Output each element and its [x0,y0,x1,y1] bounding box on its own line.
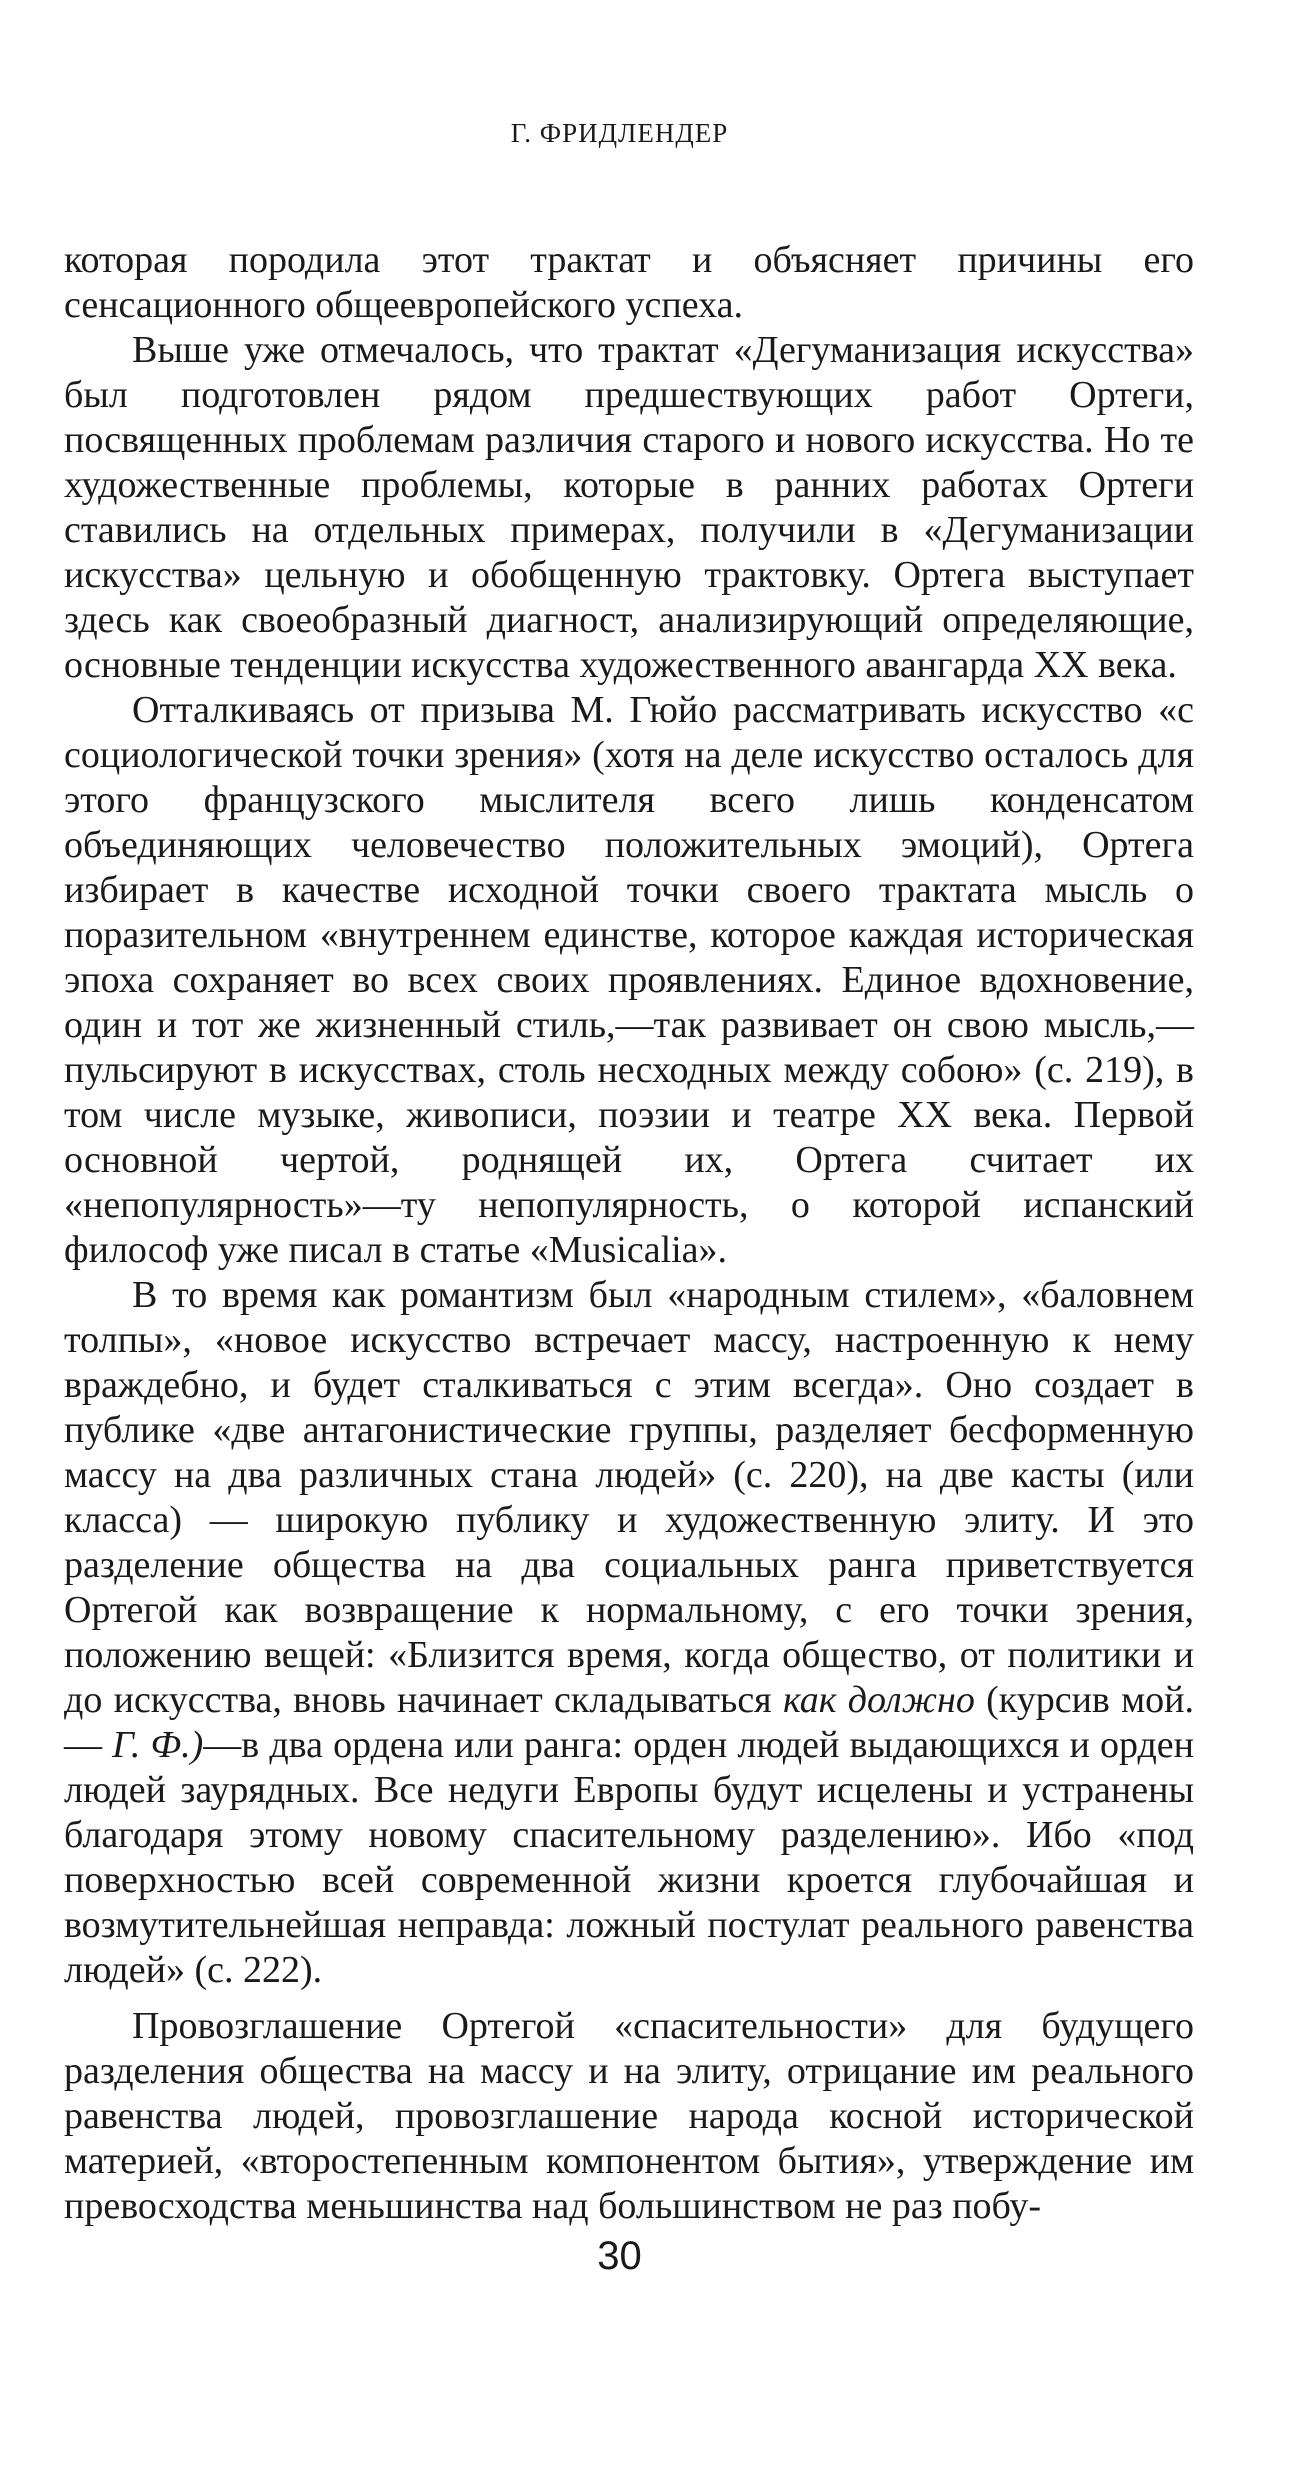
paragraph-romanticism [64,1273,1194,1993]
paragraph-text-segment: В то время как романтизм был «народным стилем», «баловнем толпы», «новое искусство встречает массу, настроенную к нему враждебно, и будет сталкиваться с этим всегда». Оно создает в публике «две антагонистические группы, разделяет бесформенную массу на два различных стана людей» (с. 220), на две касты (или класса) — широкую публику и художественную элиту. И это разделение общества на два социальных ранга приветствуется Ортегой как возвращение к нормальному, с его точки зрения, положению вещей: «Близится время, когда общество, от политики и до искусства, вновь начинает складываться [64,1274,1194,1721]
running-head: Г. ФРИДЛЕНДЕР [510,118,729,148]
italic-emphasis: как должно [782,1679,975,1721]
paragraph-continuation: которая породила этот трактат и объясняет причины его сенсационного общеевропейского успеха. [64,239,1194,326]
paragraph-dehumanization: Выше уже отмечалось, что трактат «Дегуманизация искусства» был подготовлен рядом предшествующих работ Ортеги, посвященных проблемам различия старого и нового искусства. Но те художественные проблемы, которые в ранних работах Ортеги ставились на отдельных примерах, получили в «Дегуманизации искусства» цельную и обобщенную трактовку. Ортега выступает здесь как своеобразный диагност, анализирующий определяющие, основные тенденции искусства художественного авангарда XX века. [64,329,1194,686]
italic-initials: Г. Ф.) [112,1724,204,1766]
page-number: 30 [597,2234,642,2278]
body-text [64,238,1194,2229]
paragraph-text-segment: —в два ордена или ранга: орден людей выдающихся и орден людей заурядных. Все недуги Европы будут исцелены и устранены благодаря этому новому спасительному разделению». Ибо «под поверхностью всей современной жизни кроется глубочайшая и возмутительнейшая неправда: ложный постулат реального равенства людей» (с. 222). [64,1724,1195,1991]
paragraph-guyau: Отталкиваясь от призыва М. Гюйо рассматривать искусство «с социологической точки зрения» (хотя на деле искусство осталось для этого французского мыслителя всего лишь конденсатом объединяющих человечество положительных эмоций), Ортега избирает в качестве исходной точки своего трактата мысль о поразительном «внутреннем единстве, которое каждая историческая эпоха сохраняет во всех своих проявлениях. Единое вдохновение, один и тот же жизненный стиль,—так развивает он свою мысль,—пульсируют в искусствах, столь несходных между собою» (с. 219), в том числе музыке, живописи, поэзии и театре XX века. Первой основной чертой, роднящей их, Ортега считает их «непопулярность»—ту непопулярность, о которой испанский философ уже писал в статье «Musicalia». [64,689,1194,1271]
paragraph-text-segment: (курсив мой.— [64,1679,1194,1766]
paragraph-proclamation: Провозглашение Ортегой «спасительности» для будущего разделения общества на массу и на элиту, отрицание им реального равенства людей, провозглашение народа косной исторической материей, «второстепенным компонентом бытия», утверждение им превосходства меньшинства над большинством не раз побу- [64,2005,1194,2227]
